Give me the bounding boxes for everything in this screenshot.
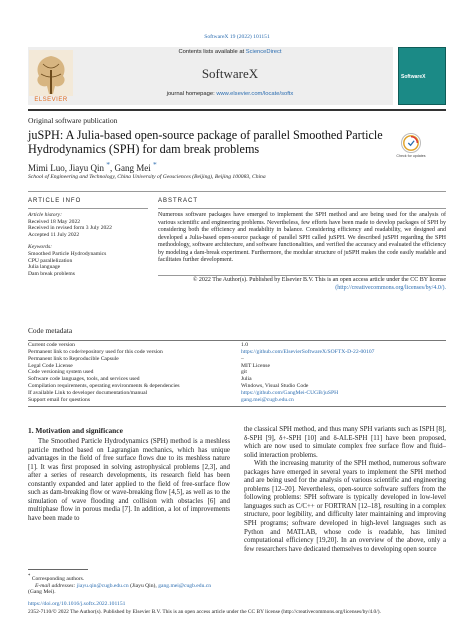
table-row: Permanent link to code/repository used for this code version https://github.com/ElsevierSoftwareX/SOFTX-D-22-00107 [28, 349, 446, 356]
copyright-line: 2352-7110/© 2022 The Author(s). Published by Elsevier B.V. This is an open access article under the CC BY license (http://creativecommons.org/licenses/by/4.0/). [28, 609, 381, 615]
author-list: Mimi Luo, Jiayu Qin *, Gang Mei * [28, 160, 157, 173]
divider [28, 191, 446, 192]
history-item: Accepted 11 July 2022 [28, 231, 80, 238]
sciencedirect-link[interactable]: ScienceDirect [245, 49, 282, 55]
body-paragraph: the classical SPH method, and thus many SPH variants such as ISPH [8], δ-SPH [9], δ+-SPH [10] and δ-ALE-SPH [11] have been proposed, which are now used to simulate complex free surface flow and fluid–solid interaction problems. [244, 426, 446, 459]
table-row: Permanent link to Reproducible Capsule – [28, 355, 244, 362]
journal-name: SoftwareX [201, 66, 259, 81]
keyword: Julia language [28, 264, 61, 271]
check-for-updates-icon[interactable] [401, 133, 421, 153]
divider [158, 275, 446, 276]
license-line: © 2022 The Author(s). Published by Elsevier B.V. This is an open access article under the CC BY license (http://creativecommons.org/licenses/by/4.0/). [192, 277, 446, 291]
header-rule [28, 109, 446, 111]
code-metadata-table [28, 342, 446, 404]
body-paragraph: The Smoothed Particle Hydrodynamics (SPH) method is a meshless particle method based on Lagrangian mechanics, which has unique advantages in the field of free surface flows due to its meshless nature [1]. It was first proposed in solving astrophysical problems [2,3], and after a series of research developments, its research field has been constantly expanded and later applied to the field of free-surface flow such as dam-breaking flow or wave-breaking flow [4,5], as well as to the simulation of wave flooding and collision with obstacles [6] and multiphase flow in porous media [7]. In addition, a lot of improvements have been made to [28, 438, 230, 522]
documentation-link[interactable]: https://github.com/GangMei-CUGB/juSPH [241, 389, 339, 396]
doi-link[interactable]: https://doi.org/10.1016/j.softx.2022.101151 [28, 601, 126, 607]
article-info [28, 212, 153, 277]
contents-line: Contents lists available at ScienceDirect [178, 49, 282, 55]
corresponding-mark[interactable]: * [153, 160, 157, 169]
article-info-heading: ARTICLE INFO [28, 198, 82, 204]
email-link[interactable]: jiayu.qin@cugb.edu.cn [76, 582, 129, 589]
homepage-line: journal homepage: www.elsevier.com/locate/softx [166, 91, 294, 97]
check-for-updates-label: Check for updates [396, 154, 426, 158]
affiliation: School of Engineering and Technology, China University of Geosciences (Beijing), Beijing 100083, China [28, 174, 266, 180]
history-item: Received 18 May 2022 [28, 218, 81, 225]
abstract-text: Numerous software packages have emerged to implement the SPH method and are being used for the analysis of various scientific and engineering problems. Nevertheless, few efforts have been made to develop packages of SPH by considering both the efficiency and readability in balance. Considering efficiency and readability, we designed and developed a Julia-based open-source package of parallel SPH called juSPH. We described juSPH regarding the SPH methodology, software architecture, and software functionalities, and verified the accuracy and evaluated the efficiency by modeling a dam-break experiment. Furthermore, the modular structure of juSPH makes the code easily readable and facilitates further development. [158, 212, 446, 263]
elsevier-wordmark: ELSEVIER [34, 97, 68, 103]
article-title: juSPH: A Julia-based open-source package of parallel Smoothed Particle Hydrodynamics (SPH) for dam break problems [28, 128, 383, 156]
body-column-right [244, 426, 446, 554]
repository-link[interactable]: https://github.com/ElsevierSoftwareX/SOFTX-D-22-00107 [241, 348, 375, 355]
abstract-heading: ABSTRACT [158, 198, 199, 204]
history-label: Article history: [28, 212, 63, 218]
divider [28, 208, 148, 209]
history-item: Received in revised form 3 July 2022 [28, 225, 112, 232]
table-rule [28, 406, 446, 407]
table-rule [28, 340, 446, 341]
journal-reference[interactable]: SoftwareX 19 (2022) 101151 [204, 34, 270, 40]
support-email-link[interactable]: gang.mei@cugb.edu.cn [241, 396, 294, 403]
keyword: Smoothed Particle Hydrodynamics [28, 250, 107, 257]
table-row: Support email for questions gang.mei@cugb.edu.cn [28, 397, 446, 404]
article-type: Original software publication [28, 116, 118, 125]
code-metadata-title: Code metadata [28, 326, 73, 335]
keyword: CPU parallelization [28, 257, 73, 264]
table-row: Legal Code License MIT License [28, 362, 270, 369]
table-row: Code versioning system used git [28, 369, 247, 376]
elsevier-tree-logo [29, 50, 73, 96]
email-link[interactable]: gang.mei@cugb.edu.cn [158, 582, 212, 589]
corresponding-mark[interactable]: * [106, 160, 110, 169]
section-heading: 1. Motivation and significance [28, 426, 123, 435]
footnote: * Corresponding authors. E-mail addresses: jiayu.qin@cugb.edu.cn (Jiayu Qin), gang.mei@cugb.edu.cn (Gang Mei). [28, 574, 212, 596]
keywords-label: Keywords: [28, 244, 53, 251]
license-link[interactable]: (http://creativecommons.org/licenses/by/4.0/). [335, 284, 446, 291]
footnote-rule [28, 569, 88, 570]
keyword: Dam break problems [28, 270, 75, 277]
table-row: If available Link to developer documentation/manual https://github.com/GangMei-CUGB/juSPH [28, 390, 446, 397]
table-row: Current code version 1.0 [28, 342, 248, 348]
table-row: Compilation requirements, operating environments & dependencies Windows, Visual Studio Code [28, 383, 309, 390]
homepage-link[interactable]: www.elsevier.com/locate/softx [216, 91, 294, 97]
table-row: Software code languages, tools, and services used Julia [28, 376, 252, 383]
body-paragraph: With the increasing maturity of the SPH method, numerous software packages have emerged in several years to implement the SPH method and are being used for the analysis of various scientific and engineering problems [12–20]. Nevertheless, open-source software suffers from the following problems: SPH software is typically developed in low-level languages such as C/C++ or FORTRAN [12–18], resulting in a complex structure, poor legibility, and difficulty later maintaining and improving SPH programs; software developed in high-level languages such as Python and MATLAB, whose code is readable, has limited computational efficiency [19,20]. In an overview of the above, only a few researchers have dedicated themselves to developing open source [244, 460, 446, 553]
divider [158, 208, 446, 209]
cover-title: SoftwareX [401, 74, 426, 80]
